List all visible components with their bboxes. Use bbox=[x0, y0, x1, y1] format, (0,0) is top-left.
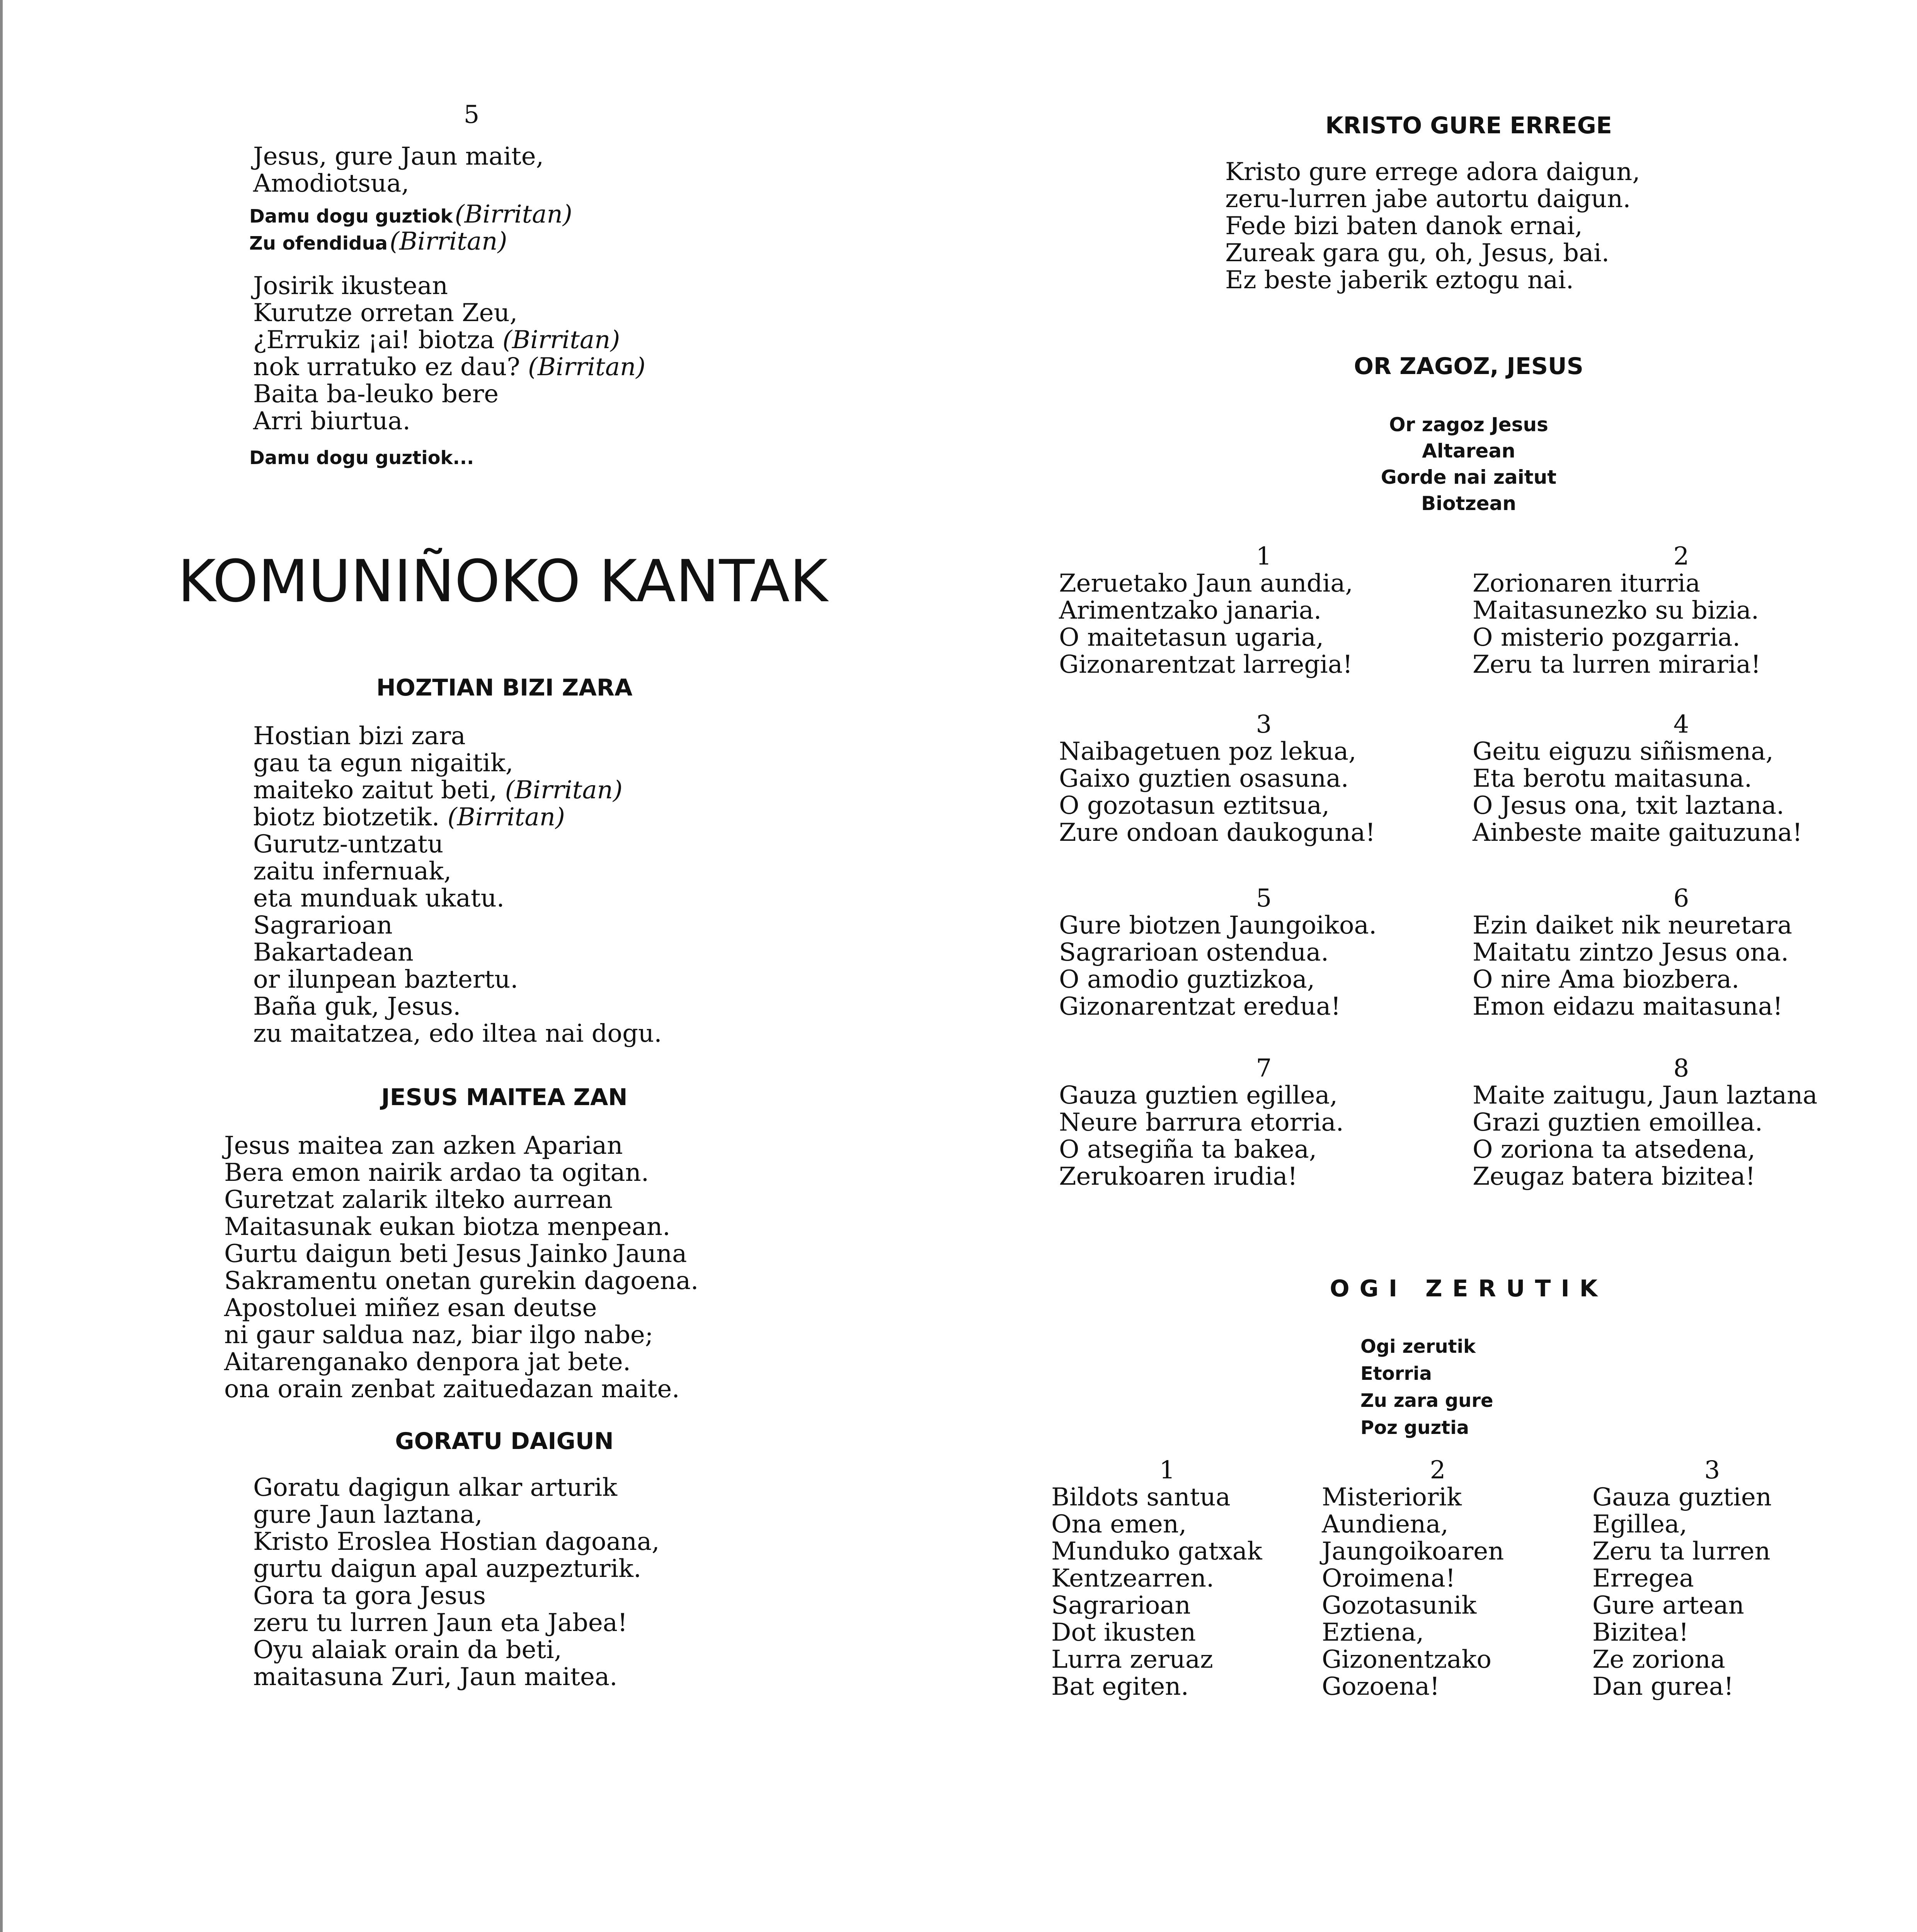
verse-line: Zure ondoan daukoguna! bbox=[1059, 818, 1376, 847]
verse-line: Gurtu daigun beti Jesus Jainko Jauna bbox=[224, 1240, 687, 1268]
verse-line: Sagrarioan ostendua. bbox=[1059, 938, 1329, 967]
verse-number: 1 bbox=[1159, 1456, 1175, 1485]
verse-line: Kristo gure errege adora daigun, bbox=[1225, 158, 1640, 186]
verse-line: Maitatu zintzo Jesus ona. bbox=[1473, 938, 1789, 967]
verse-line: Sagrarioan bbox=[1051, 1591, 1191, 1620]
repeat-note: (Birritan) bbox=[390, 227, 507, 256]
verse-line: zaitu infernuak, bbox=[253, 857, 452, 886]
verse-line: Gaixo guztien osasuna. bbox=[1059, 764, 1349, 793]
verse-line: Bera emon nairik ardao ta ogitan. bbox=[224, 1158, 649, 1187]
song-hoztian-lines bbox=[253, 723, 833, 1047]
verse-number: 2 bbox=[1430, 1456, 1446, 1485]
verse-line: Arimentzako janaria. bbox=[1059, 596, 1322, 625]
refrain-text: Zu ofendidua bbox=[249, 233, 388, 254]
verse-line: Gauza guztien bbox=[1592, 1483, 1772, 1512]
verse-line: Dot ikusten bbox=[1051, 1618, 1196, 1647]
verse-number: 3 bbox=[1704, 1456, 1720, 1485]
verse-line: gurtu daigun apal auzpezturik. bbox=[253, 1554, 642, 1583]
verse-line: Amodiotsua, bbox=[253, 169, 409, 198]
verse-line: Egillea, bbox=[1592, 1510, 1687, 1539]
verse-line: Erregea bbox=[1592, 1564, 1694, 1593]
verse-line: Jesus maitea zan azken Aparian bbox=[224, 1131, 623, 1160]
song-kristo-lines bbox=[1225, 158, 1805, 294]
verse-line: Fede bizi baten danok ernai, bbox=[1225, 212, 1583, 240]
verse-number: 7 bbox=[1256, 1054, 1272, 1083]
verse-line: or ilunpean baztertu. bbox=[253, 965, 518, 994]
verse-line: eta munduak ukatu. bbox=[253, 884, 505, 913]
verse-line: Zorionaren iturria bbox=[1473, 569, 1701, 598]
verse-line: Geitu eiguzu siñismena, bbox=[1473, 737, 1774, 766]
verse-number: 4 bbox=[1673, 710, 1689, 739]
verse-line: Eta berotu maitasuna. bbox=[1473, 764, 1752, 793]
song-title-ogi: OGI ZERUTIK bbox=[1330, 1275, 1608, 1302]
verse-line: Misteriorik bbox=[1322, 1483, 1462, 1512]
verse-line: Oroimena! bbox=[1322, 1564, 1456, 1593]
verse-line: Emon eidazu maitasuna! bbox=[1473, 992, 1783, 1021]
verse-line: Baña guk, Jesus. bbox=[253, 992, 461, 1021]
verse-line: Bizitea! bbox=[1592, 1618, 1689, 1647]
verse-line: Goratu dagigun alkar arturik bbox=[253, 1473, 618, 1502]
verse-line: Zeruetako Jaun aundia, bbox=[1059, 569, 1353, 598]
verse-line: Zerukoaren irudia! bbox=[1059, 1162, 1298, 1191]
verse-line: gure Jaun laztana, bbox=[253, 1500, 483, 1529]
verse-line: ni gaur saldua naz, biar ilgo nabe; bbox=[224, 1321, 654, 1349]
refrain-line bbox=[249, 228, 752, 255]
verse-line: Dan gurea! bbox=[1592, 1672, 1734, 1701]
section-title: KOMUNIÑOKO KANTAK bbox=[178, 548, 828, 615]
refrain-tag: Damu dogu guztiok... bbox=[249, 447, 474, 469]
verse-number: 3 bbox=[1256, 710, 1272, 739]
repeat-note: (Birritan) bbox=[455, 200, 572, 229]
verse-line: Guretzat zalarik ilteko aurrean bbox=[224, 1185, 613, 1214]
refrain-line: Etorria bbox=[1360, 1363, 1432, 1384]
verse-line: Zeru ta lurren bbox=[1592, 1537, 1771, 1566]
verse-number: 6 bbox=[1673, 884, 1689, 913]
verse-line: Ezin daiket nik neuretara bbox=[1473, 911, 1792, 940]
verse-line: Ona emen, bbox=[1051, 1510, 1187, 1539]
verse-line: Bildots santua bbox=[1051, 1483, 1231, 1512]
refrain-line: Gorde nai zaitut bbox=[1381, 466, 1557, 488]
verse-line: Bakartadean bbox=[253, 938, 414, 967]
song-title-kristo: KRISTO GURE ERREGE bbox=[1325, 112, 1612, 139]
verse-line: Gure biotzen Jaungoikoa. bbox=[1059, 911, 1377, 940]
verse-line: Oyu alaiak orain da beti, bbox=[253, 1636, 562, 1664]
refrain-text: Damu dogu guztiok bbox=[249, 206, 453, 227]
prev-song-lines bbox=[253, 143, 756, 197]
verse-line: Aitarenganako denpora jat bete. bbox=[224, 1348, 631, 1376]
prev-song-refrain bbox=[249, 201, 752, 255]
verse-line: Bat egiten. bbox=[1051, 1672, 1189, 1701]
verse-line: Josirik ikustean bbox=[253, 272, 448, 300]
verse-line: O nire Ama biozbera. bbox=[1473, 965, 1740, 994]
song-title-goratu: GORATU DAIGUN bbox=[395, 1428, 614, 1455]
scan-edge-line bbox=[0, 0, 3, 1932]
verse-line: Gizonarentzat eredua! bbox=[1059, 992, 1341, 1021]
verse-line: O atsegiña ta bakea, bbox=[1059, 1135, 1317, 1164]
verse-line: Aundiena, bbox=[1322, 1510, 1449, 1539]
verse-line: biotz biotzetik. (Birritan) bbox=[253, 803, 565, 832]
verse-line: Gora ta gora Jesus bbox=[253, 1582, 486, 1610]
verse-block bbox=[1322, 1457, 1585, 1700]
verse-line: Zeugaz batera bizitea! bbox=[1473, 1162, 1755, 1191]
verse-line: gau ta egun nigaitik, bbox=[253, 749, 514, 777]
refrain-line: Ogi zerutik bbox=[1360, 1336, 1476, 1357]
verse-number: 5 bbox=[1256, 884, 1272, 913]
refrain-line: Poz guztia bbox=[1360, 1417, 1469, 1439]
verse-block bbox=[1059, 711, 1469, 846]
verse-line: Eztiena, bbox=[1322, 1618, 1424, 1647]
verse-line: O amodio guztizkoa, bbox=[1059, 965, 1315, 994]
verse-line: maiteko zaitut beti, (Birritan) bbox=[253, 776, 623, 804]
refrain-line: Zu zara gure bbox=[1360, 1390, 1493, 1412]
verse-block bbox=[1473, 711, 1890, 846]
or-zagoz-refrain bbox=[1275, 412, 1662, 517]
verse-line: Ze zoriona bbox=[1592, 1645, 1725, 1674]
verse-line: Arri biurtua. bbox=[253, 407, 410, 435]
song-title-hoztian: HOZTIAN BIZI ZARA bbox=[376, 674, 633, 701]
verse-line: Lurra zeruaz bbox=[1051, 1645, 1213, 1674]
verse-line: Grazi guztien emoillea. bbox=[1473, 1108, 1763, 1137]
verse-line: Gizonarentzat larregia! bbox=[1059, 650, 1353, 679]
prev-song-stanza bbox=[253, 272, 794, 435]
verse-line: zu maitatzea, edo iltea nai dogu. bbox=[253, 1019, 662, 1048]
verse-line: Kurutze orretan Zeu, bbox=[253, 299, 518, 327]
verse-block bbox=[1059, 1055, 1469, 1190]
verse-line: Neure barrura etorria. bbox=[1059, 1108, 1344, 1137]
verse-line: Maitasunak eukan biotza menpean. bbox=[224, 1213, 671, 1241]
song-jesus-maitea-lines bbox=[224, 1132, 843, 1403]
verse-block bbox=[1059, 885, 1469, 1020]
verse-number: 8 bbox=[1673, 1054, 1689, 1083]
verse-line: zeru-lurren jabe autortu daigun. bbox=[1225, 185, 1631, 213]
verse-line: Gurutz-untzatu bbox=[253, 830, 444, 859]
verse-line: Naibagetuen poz lekua, bbox=[1059, 737, 1357, 766]
verse-line: Kentzearren. bbox=[1051, 1564, 1214, 1593]
verse-line: Zureak gara gu, oh, Jesus, bai. bbox=[1225, 239, 1610, 267]
refrain-line bbox=[249, 201, 752, 228]
refrain-line: Biotzean bbox=[1421, 492, 1516, 515]
verse-line: ona orain zenbat zaituedazan maite. bbox=[224, 1375, 680, 1403]
verse-block bbox=[1473, 543, 1890, 678]
verse-block bbox=[1473, 1055, 1890, 1190]
verse-line: Jaungoikoaren bbox=[1322, 1537, 1504, 1566]
song-title-jesus-maitea: JESUS MAITEA ZAN bbox=[381, 1084, 628, 1111]
verse-line: Gauza guztien egillea, bbox=[1059, 1081, 1338, 1110]
verse-line: Gure artean bbox=[1592, 1591, 1744, 1620]
verse-line: Gozotasunik bbox=[1322, 1591, 1477, 1620]
verse-block bbox=[1059, 543, 1469, 678]
verse-line: O maitetasun ugaria, bbox=[1059, 623, 1324, 652]
verse-line: Jesus, gure Jaun maite, bbox=[253, 142, 544, 171]
verse-line: O gozotasun eztitsua, bbox=[1059, 791, 1330, 820]
verse-block bbox=[1592, 1457, 1863, 1700]
verse-line: nok urratuko ez dau? (Birritan) bbox=[253, 353, 646, 381]
verse-line: Munduko gatxak bbox=[1051, 1537, 1262, 1566]
verse-number: 2 bbox=[1673, 542, 1689, 571]
verse-line: Sakramentu onetan gurekin dagoena. bbox=[224, 1267, 699, 1295]
verse-line: Zeru ta lurren miraria! bbox=[1473, 650, 1761, 679]
prev-song-number: 5 bbox=[463, 100, 480, 129]
verse-line: ¿Errukiz ¡ai! biotza (Birritan) bbox=[253, 326, 620, 354]
verse-line: Maitasunezko su bizia. bbox=[1473, 596, 1759, 625]
verse-line: Baita ba-leuko bere bbox=[253, 380, 499, 408]
verse-line: maitasuna Zuri, Jaun maitea. bbox=[253, 1663, 618, 1691]
ogi-refrain bbox=[1360, 1333, 1631, 1441]
verse-line: Ainbeste maite gaituzuna! bbox=[1473, 818, 1803, 847]
verse-line: Gozoena! bbox=[1322, 1672, 1440, 1701]
verse-line: Apostoluei miñez esan deutse bbox=[224, 1294, 597, 1322]
verse-line: zeru tu lurren Jaun eta Jabea! bbox=[253, 1609, 628, 1637]
verse-line: O zoriona ta atsedena, bbox=[1473, 1135, 1755, 1164]
verse-line: Kristo Eroslea Hostian dagoana, bbox=[253, 1527, 660, 1556]
verse-block bbox=[1473, 885, 1890, 1020]
verse-line: Gizonentzako bbox=[1322, 1645, 1492, 1674]
song-title-or-zagoz: OR ZAGOZ, JESUS bbox=[1354, 353, 1583, 380]
verse-line: Sagrarioan bbox=[253, 911, 393, 940]
verse-line: O misterio pozgarria. bbox=[1473, 623, 1740, 652]
song-goratu-lines bbox=[253, 1474, 833, 1690]
refrain-line: Altarean bbox=[1422, 440, 1515, 462]
verse-line: Ez beste jaberik eztogu nai. bbox=[1225, 266, 1574, 294]
verse-block bbox=[1051, 1457, 1314, 1700]
verse-line: O Jesus ona, txit laztana. bbox=[1473, 791, 1784, 820]
verse-line: Maite zaitugu, Jaun laztana bbox=[1473, 1081, 1818, 1110]
verse-number: 1 bbox=[1256, 542, 1272, 571]
refrain-line: Or zagoz Jesus bbox=[1389, 413, 1548, 436]
verse-line: Hostian bizi zara bbox=[253, 722, 466, 750]
